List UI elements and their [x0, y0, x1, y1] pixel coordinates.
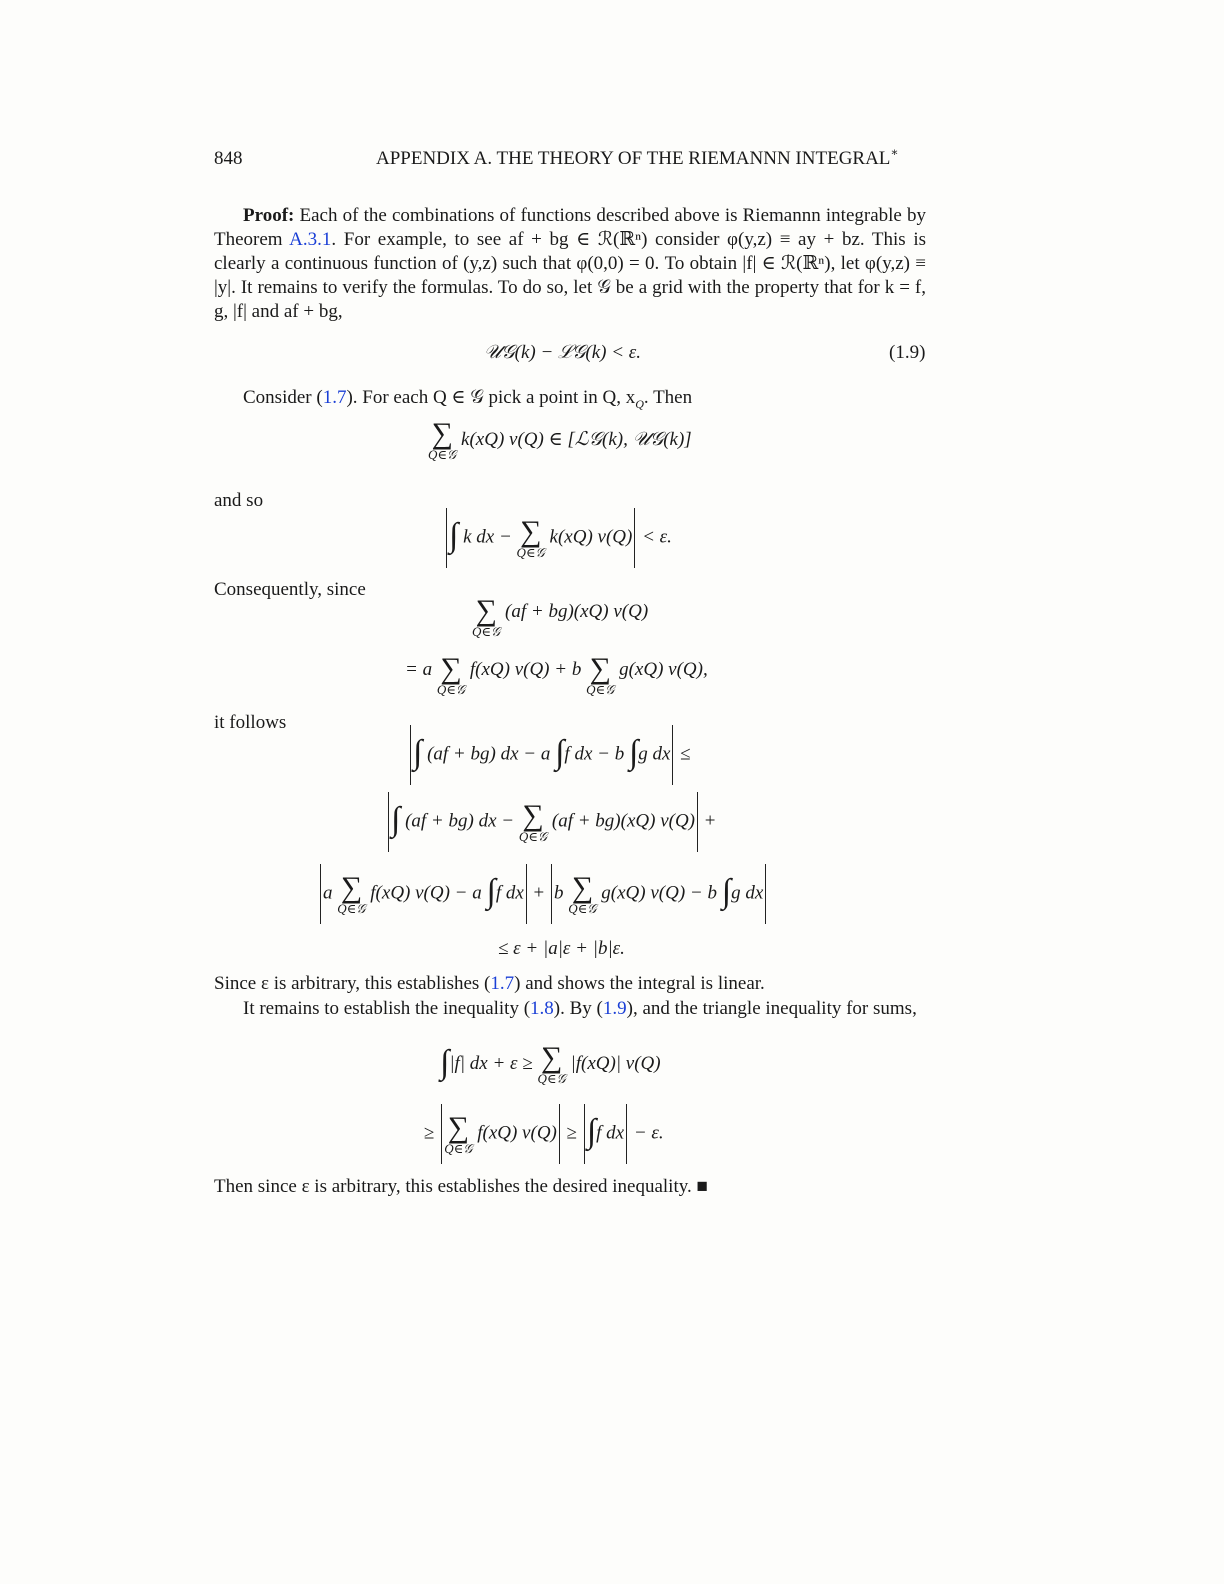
ineq3-d: b: [554, 882, 564, 904]
sum-index: Q∈𝒢: [516, 544, 545, 560]
qed-symbol: ■: [696, 1176, 708, 1197]
theorem-ref-link[interactable]: A.3.1: [289, 229, 332, 250]
proof-text-2: . For example, to see af + bg ∈ ℛ(ℝⁿ) consider φ(y,z) ≡ ay + bz. This is clearly a continuous function of (y,z) such that φ(0,0) = 0. To obtain |f| ∈ ℛ(ℝⁿ), let φ(y,z) ≡ |y|. It remains to verify the formulas. To do so, let 𝒢 be a grid with the property that for k = f, g, |f| and af + bg,: [214, 229, 926, 322]
ineq1-b: f dx − b: [564, 743, 625, 765]
sum-index: Q∈𝒢: [444, 1140, 473, 1156]
ineq6-e: − ε.: [633, 1122, 664, 1144]
remains-paragraph: [214, 997, 926, 1021]
proof-paragraph: [214, 204, 926, 324]
ineq3-b: f(xQ) v(Q) − a: [370, 882, 482, 904]
ineq3-f: g dx: [731, 882, 764, 904]
ineq3-plus: +: [533, 882, 545, 904]
linearity-prefix: = a: [405, 659, 433, 680]
eq-ref-1-9-link[interactable]: 1.9: [602, 998, 627, 1019]
ineq2-b: (af + bg)(xQ) v(Q): [551, 810, 695, 832]
remains-text-1: It remains to establish the inequality (: [243, 998, 531, 1019]
proof-text-1: Each of the combinations of functions described above is Riemannn integrable by Theorem: [214, 205, 927, 250]
abs-right: k(xQ) v(Q): [549, 526, 633, 548]
and-so-text: and so: [214, 490, 264, 511]
inequality-line-2: ∫ (af + bg) dx − ∑ Q∈𝒢 (af + bg)(xQ) v(Q) +: [386, 792, 715, 852]
linearity-body-1: (af + bg)(xQ) v(Q): [505, 601, 649, 622]
ineq3-c: f dx: [495, 882, 524, 904]
closing-text: Then since ε is arbitrary, this establishes the desired inequality.: [214, 1176, 692, 1197]
ineq2-tail: +: [704, 810, 716, 832]
integral-sign: ∫: [449, 517, 459, 555]
since-text-1: Since ε is arbitrary, this establishes (: [214, 973, 491, 994]
sum-symbol: ∑ Q∈𝒢: [428, 417, 457, 462]
inequality-line-5: ∫|f| dx + ε ≥ ∑ Q∈𝒢 |f(xQ)| v(Q): [440, 1041, 661, 1087]
ineq6-c: ≥: [566, 1122, 578, 1144]
linearity-line-1: ∑ Q∈𝒢 (af + bg)(xQ) v(Q): [472, 594, 649, 639]
sum-membership-body: k(xQ) v(Q) ∈ [ℒ𝒢(k), 𝒰𝒢(k)]: [461, 429, 692, 450]
ineq6-a: ≥: [424, 1122, 435, 1144]
ineq3-a: a: [323, 882, 333, 904]
sum-index: Q∈𝒢: [436, 682, 466, 697]
ineq1-tail: ≤: [680, 743, 691, 765]
ineq1-c: g dx: [638, 743, 671, 765]
sum-index: Q∈𝒢: [586, 682, 615, 697]
inequality-line-1: ∫ (af + bg) dx − a ∫f dx − b ∫g dx ≤: [408, 725, 691, 785]
inequality-line-6: ≥ ∑ Q∈𝒢 f(xQ) v(Q) ≥ ∫f dx − ε.: [424, 1104, 664, 1164]
consider-text-2: ). For each Q ∈ 𝒢 pick a point in Q, x: [346, 387, 636, 408]
equation-1-9: 𝒰𝒢(k) − ℒ𝒢(k) < ε.: [484, 342, 642, 363]
eq-ref-1-8-link[interactable]: 1.8: [530, 998, 554, 1019]
ineq3-e: g(xQ) v(Q) − b: [601, 882, 717, 904]
since-epsilon-line: [214, 973, 765, 995]
since-text-2: ) and shows the integral is linear.: [514, 973, 765, 994]
sum-index: Q∈𝒢: [472, 624, 501, 639]
sum-index: Q∈𝒢: [337, 900, 366, 916]
ineq1-a: (af + bg) dx − a: [427, 743, 551, 765]
proof-label: Proof:: [243, 205, 295, 226]
running-title: [376, 145, 899, 170]
inequality-line-3: a ∑ Q∈𝒢 f(xQ) v(Q) − a ∫f dx + b ∑ Q∈𝒢 g(xQ) v(Q) − b ∫g dx: [318, 864, 768, 924]
linearity-line-2: = a ∑ Q∈𝒢 f(xQ) v(Q) + b ∑ Q∈𝒢 g(xQ) v(Q),: [405, 652, 708, 697]
abs-integral-inequality: ∫ k dx − ∑ Q∈𝒢 k(xQ) v(Q) < ε.: [444, 508, 672, 568]
inequality-line-4: ≤ ε + |a|ε + |b|ε.: [498, 938, 625, 959]
sum-index: Q∈𝒢: [537, 1071, 566, 1087]
ineq5-a: |f| dx + ε ≥: [449, 1053, 533, 1074]
sum-index: Q∈𝒢: [568, 900, 597, 916]
consider-text-3: . Then: [643, 387, 693, 408]
abs-tail: < ε.: [642, 526, 672, 548]
running-title-text: APPENDIX A. THE THEORY OF THE RIEMANNN INTEGRAL: [376, 148, 891, 169]
it-follows-text: it follows: [214, 712, 287, 733]
linearity-tail: g(xQ) v(Q),: [619, 659, 708, 680]
equation-number: (1.9): [889, 342, 926, 363]
sum-index: Q∈𝒢: [518, 828, 548, 844]
remains-text-2: ). By (: [553, 998, 603, 1019]
sum-index: Q∈𝒢: [428, 447, 457, 462]
sum-membership-equation: [428, 417, 692, 462]
ineq6-b: f(xQ) v(Q): [477, 1122, 557, 1144]
ineq5-b: |f(xQ)| v(Q): [570, 1053, 661, 1074]
consider-line: [243, 386, 692, 409]
consequently-text: Consequently, since: [214, 579, 366, 600]
running-title-mark: ∗: [890, 145, 899, 159]
eq-ref-1-7-link[interactable]: 1.7: [490, 973, 515, 994]
consider-text-1: Consider (: [243, 387, 323, 408]
eq-ref-1-7-link[interactable]: 1.7: [322, 387, 347, 408]
remains-text-3: ), and the triangle inequality for sums,: [626, 998, 917, 1019]
linearity-mid: f(xQ) v(Q) + b: [469, 659, 582, 680]
abs-left: k dx −: [463, 526, 512, 548]
closing-line: [214, 1176, 708, 1198]
ineq2-a: (af + bg) dx −: [405, 810, 515, 832]
page-number: 848: [214, 148, 243, 169]
consider-subscript: Q: [635, 397, 644, 411]
ineq6-d: f dx: [596, 1122, 625, 1144]
